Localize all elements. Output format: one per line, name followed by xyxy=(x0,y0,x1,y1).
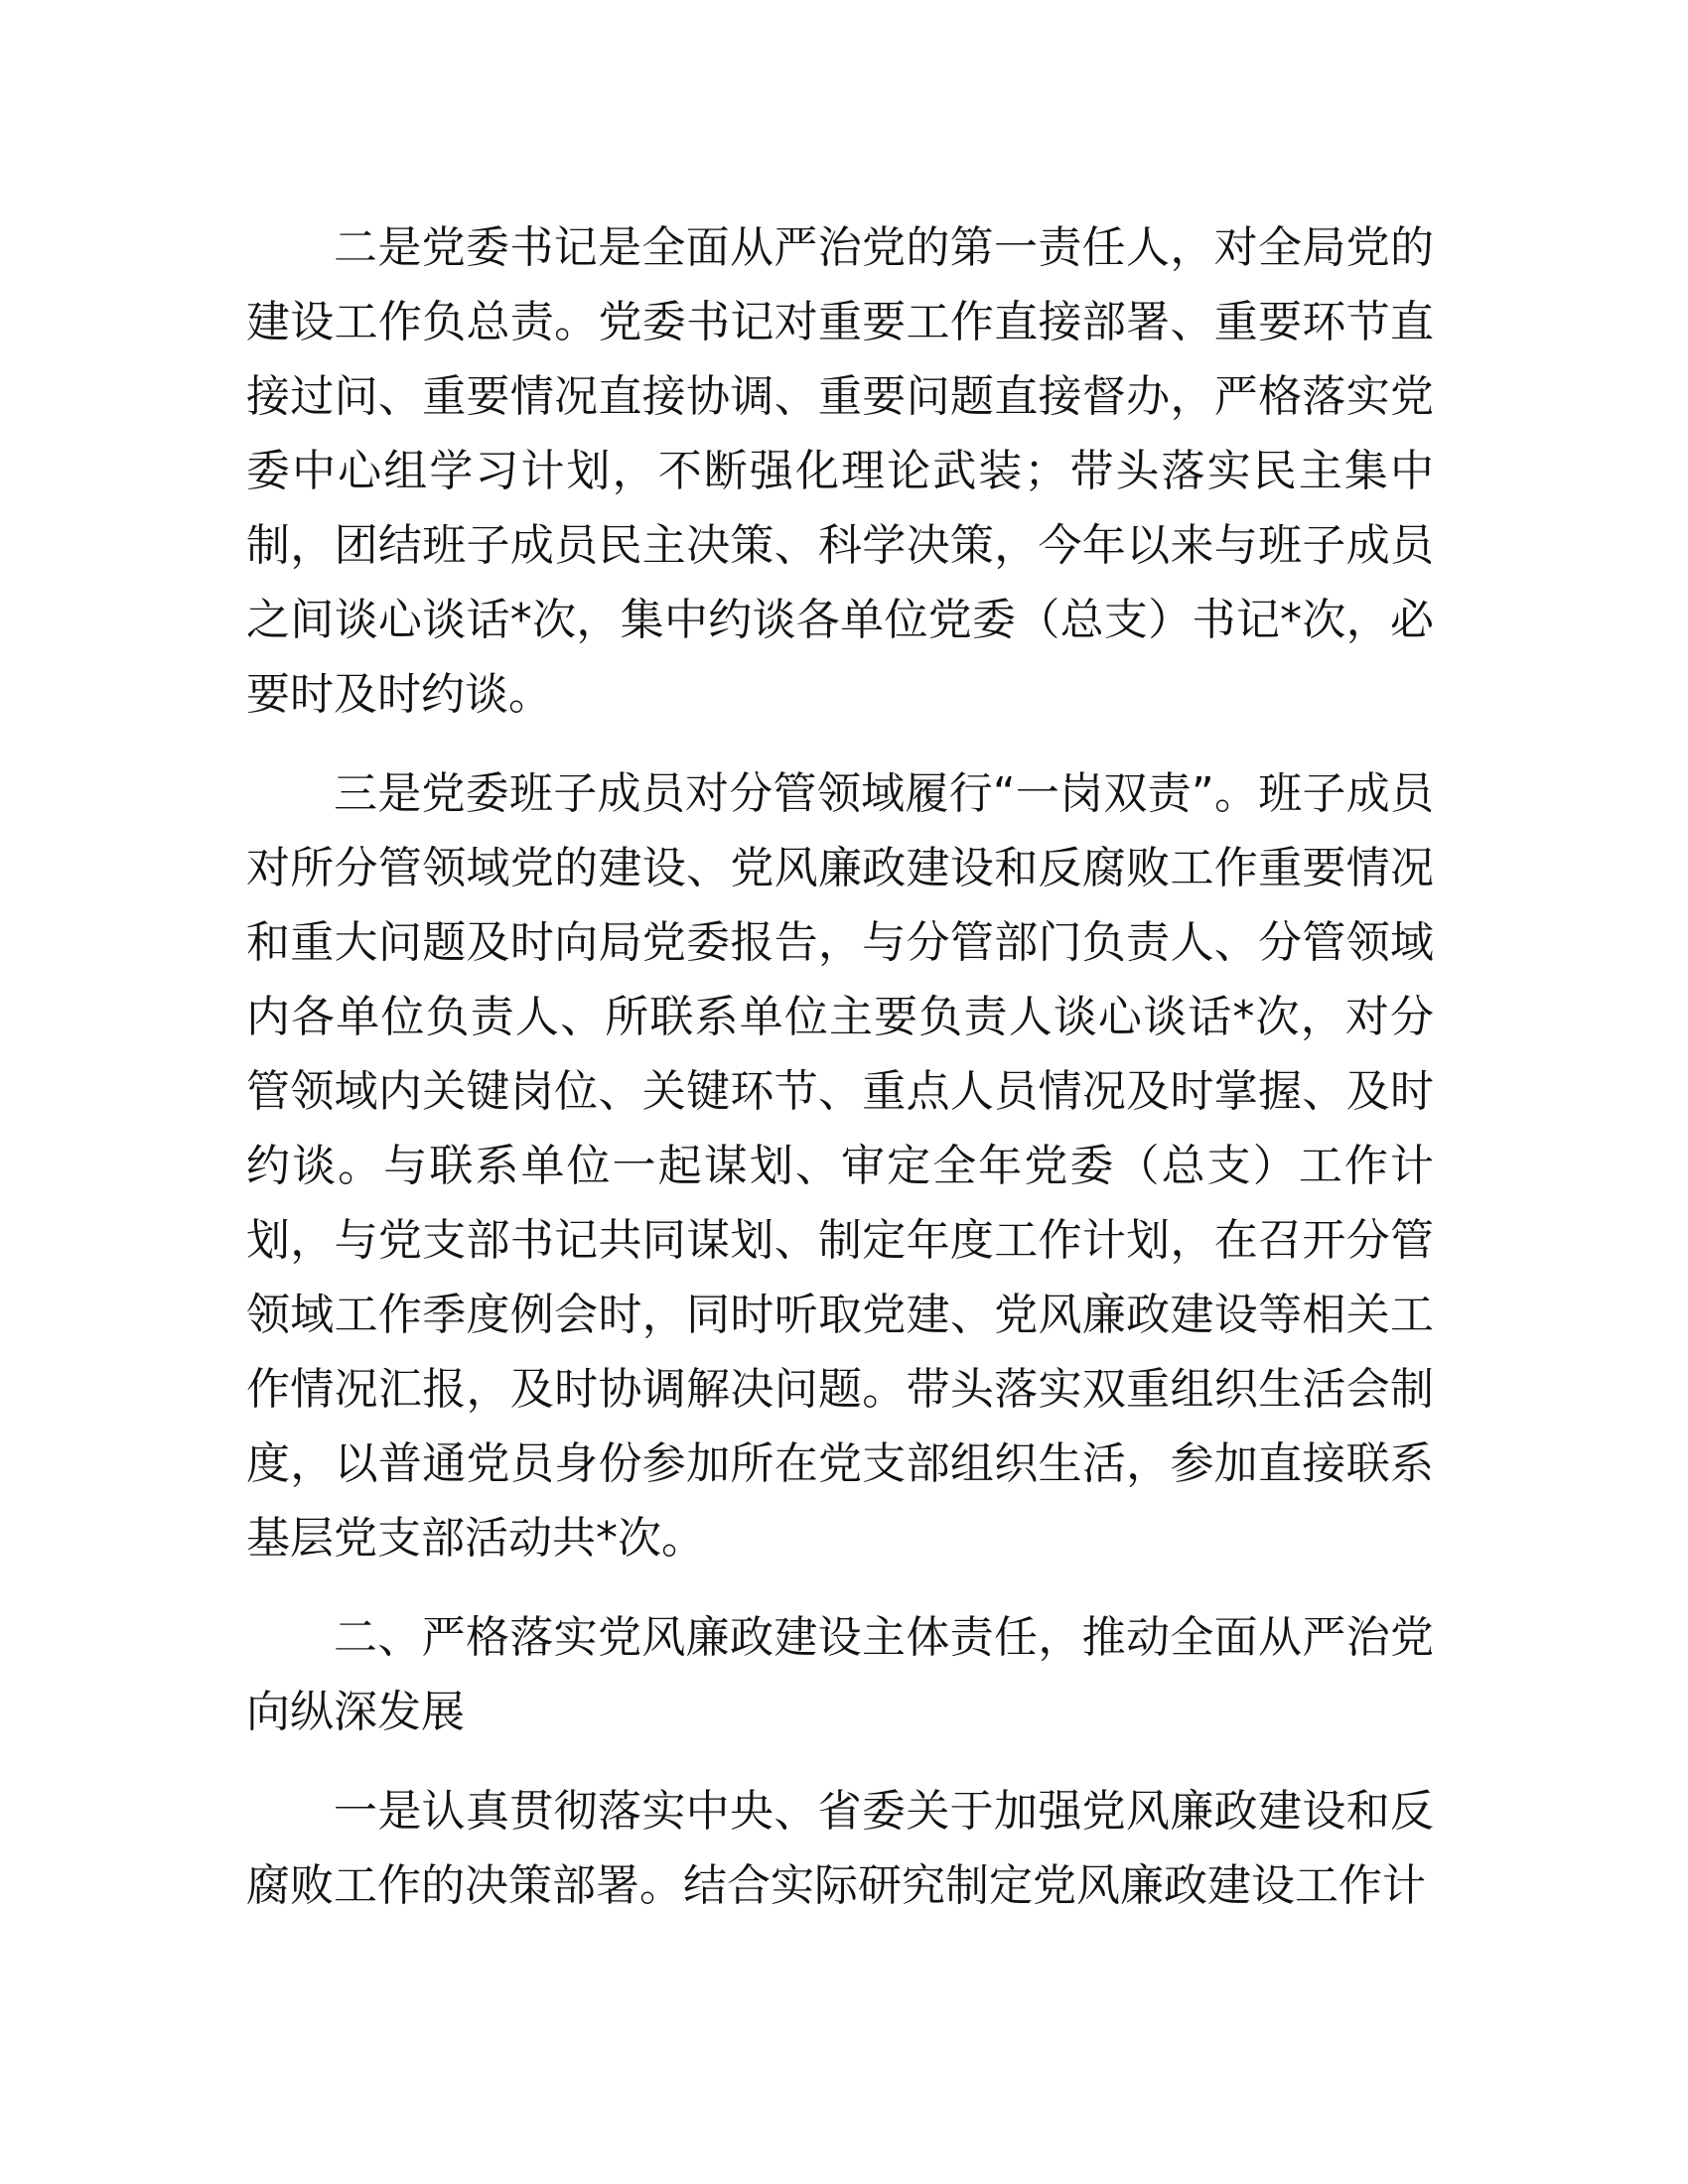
paragraph-secretary-responsibility: 二是党委书记是全面从严治党的第一责任人，对全局党的建设工作负总责。党委书记对重要工作直接部署、重要环节直接过问、重要情况直接协调、重要问题直接督办，严格落实党委中心组学习计划，不断强化理论武装；带头落实民主集中制，团结班子成员民主决策、科学决策，今年以来与班子成员之间谈心谈话*次，集中约谈各单位党委（总支）书记*次，必要时及时约谈。 xyxy=(246,222,1434,720)
document-body xyxy=(246,210,1434,1948)
paragraph-members-dual-responsibility: 三是党委班子成员对分管领域履行“一岗双责”。班子成员对所分管领域党的建设、党风廉政建设和反腐败工作重要情况和重大问题及时向局党委报告，与分管部门负责人、分管领域内各单位负责人、所联系单位主要负责人谈心谈话*次，对分管领域内关键岗位、关键环节、重点人员情况及时掌握、及时约谈。与联系单位一起谋划、审定全年党委（总支）工作计划，与党支部书记共同谋划、制定年度工作计划，在召开分管领域工作季度例会时，同时听取党建、党风廉政建设等相关工作情况汇报，及时协调解决问题。带头落实双重组织生活会制度，以普通党员身份参加所在党支部组织生活，参加直接联系基层党支部活动共*次。 xyxy=(246,768,1434,1564)
paragraph-implement-decisions: 一是认真贯彻落实中央、省委关于加强党风廉政建设和反腐败工作的决策部署。结合实际研究制定党风廉政建设工作计 xyxy=(246,1786,1434,1911)
section-heading-two: 二、严格落实党风廉政建设主体责任，推动全面从严治党向纵深发展 xyxy=(246,1612,1434,1737)
